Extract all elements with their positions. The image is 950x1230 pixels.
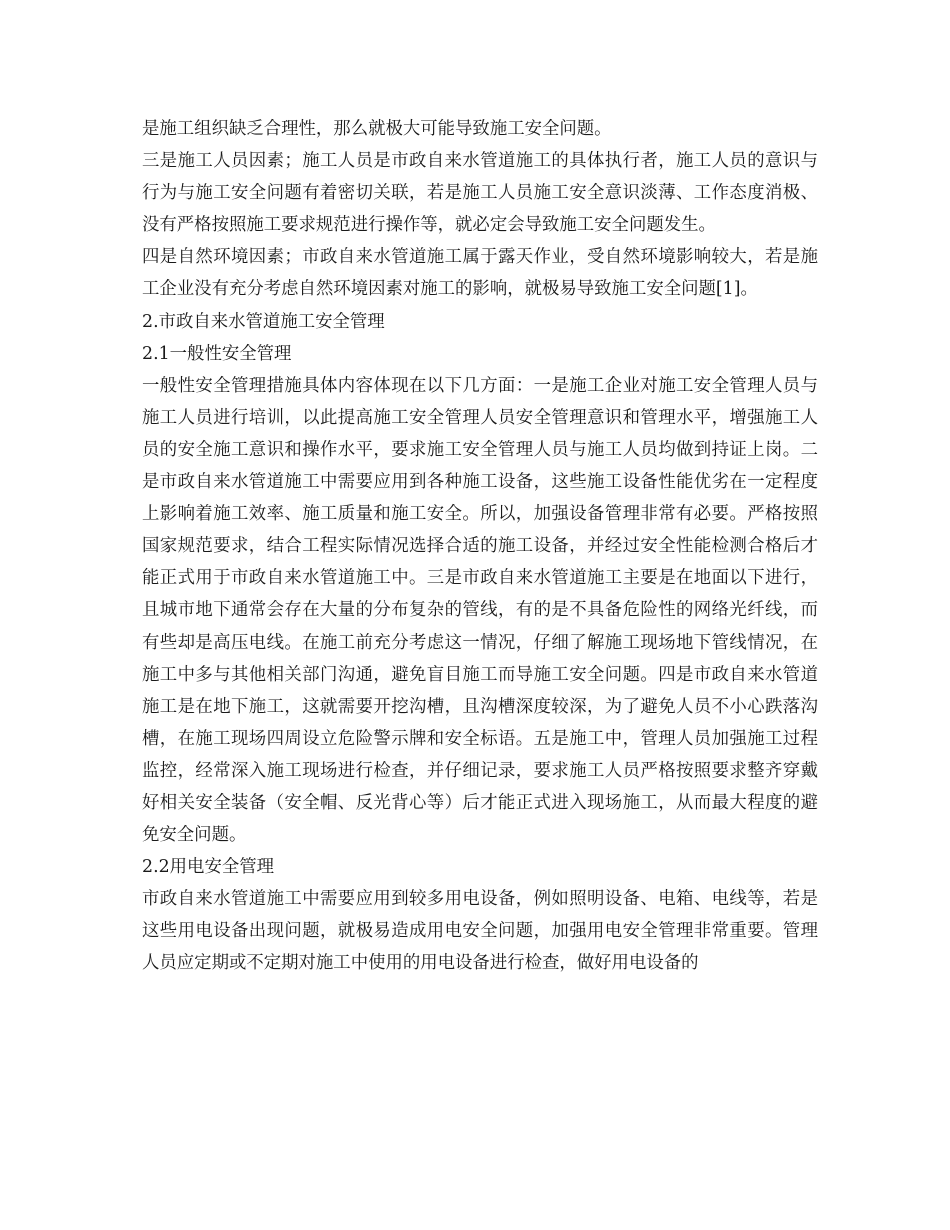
paragraph-1: 是施工组织缺乏合理性，那么就极大可能导致施工安全问题。 — [142, 119, 612, 139]
paragraph-2: 三是施工人员因素；施工人员是市政自来水管道施工的具体执行者，施工人员的意识与行为与施工安全问题有着密切关联，若是施工人员施工安全意识淡薄、工作态度消极、没有严格按照施工要求规范进行操作等，就必定会导致施工安全问题发生。 — [142, 151, 818, 236]
document-body — [142, 113, 818, 980]
paragraph-5: 市政自来水管道施工中需要应用到较多用电设备，例如照明设备、电箱、电线等，若是这些用电设备出现问题，就极易造成用电安全问题，加强用电安全管理非常重要。管理人员应定期或不定期对施工中使用的用电设备进行检查，做好用电设备的 — [142, 889, 818, 974]
subsection-heading-2-2: 2.2用电安全管理 — [142, 857, 275, 878]
section-heading-2: 2.市政自来水管道施工安全管理 — [142, 311, 385, 332]
subsection-heading-2-1: 2.1一般性安全管理 — [142, 343, 292, 364]
paragraph-3: 四是自然环境因素；市政自来水管道施工属于露天作业，受自然环境影响较大，若是施工企业没有充分考虑自然环境因素对施工的影响，就极易导致施工安全问题[1]。 — [142, 247, 818, 300]
paragraph-4: 一般性安全管理措施具体内容体现在以下几方面：一是施工企业对施工安全管理人员与施工人员进行培训，以此提高施工安全管理人员安全管理意识和管理水平，增强施工人员的安全施工意识和操作水平，要求施工安全管理人员与施工人员均做到持证上岗。二是市政自来水管道施工中需要应用到各种施工设备，这些施工设备性能优劣在一定程度上影响着施工效率、施工质量和施工安全。所以，加强设备管理非常有必要。严格按照国家规范要求，结合工程实际情况选择合适的施工设备，并经过安全性能检测合格后才能正式用于市政自来水管道施工中。三是市政自来水管道施工主要是在地面以下进行，且城市地下通常会存在大量的分布复杂的管线，有的是不具备危险性的网络光纤线，而有些却是高压电线。在施工前充分考虑这一情况，仔细了解施工现场地下管线情况，在施工中多与其他相关部门沟通，避免盲目施工而导施工安全问题。四是市政自来水管道施工是在地下施工，这就需要开挖沟槽，且沟槽深度较深，为了避免人员不小心跌落沟槽，在施工现场四周设立危险警示牌和安全标语。五是施工中，管理人员加强施工过程监控，经常深入施工现场进行检查，并仔细记录，要求施工人员严格按照要求整齐穿戴好相关安全装备（安全帽、反光背心等）后才能正式进入现场施工，从而最大程度的避免安全问题。 — [142, 375, 818, 846]
